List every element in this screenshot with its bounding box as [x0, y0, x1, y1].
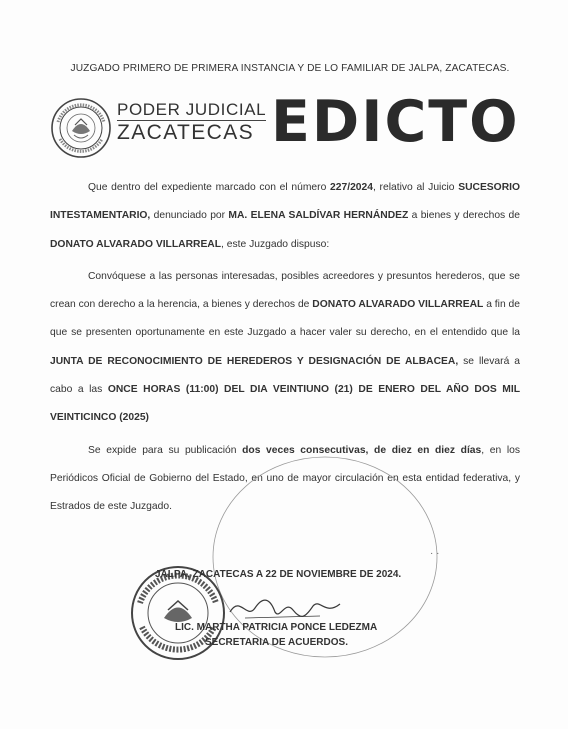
ink-dots: · · [430, 548, 440, 559]
signer-name: LIC. MARTHA PATRICIA PONCE LEDEZMA [175, 622, 378, 633]
court-header: JUZGADO PRIMERO DE PRIMERA INSTANCIA Y DE LO FAMILIAR DE JALPA, ZACATECAS. [70, 63, 510, 74]
text-span: , en los Periódicos Oficial de Gobierno del Estado, en uno de mayor circulación en esta entidad federativa, y Estrados de este Juzgado. [50, 444, 521, 513]
text-span: Que dentro del expediente marcado con el número [88, 182, 331, 193]
signer-title: SECRETARIA DE ACUERDOS. [205, 637, 348, 648]
deceased-name: DONATO ALVARADO VILLARREAL [312, 299, 484, 311]
text-span: Se expide para su publicación [88, 444, 243, 456]
text-span: a fin de que se presenten oportunamente en este Juzgado a hacer valer su derecho, en el entendido que la [50, 299, 520, 339]
claimant-name: MA. ELENA SALDÍVAR HERNÁNDEZ [228, 210, 409, 222]
paragraph-2 [50, 263, 520, 433]
poder-judicial-logo [117, 101, 266, 142]
logo-line1: PODER JUDICIAL [117, 100, 267, 119]
text-span: a bienes y derechos de [408, 210, 520, 222]
text-span: , relativo al Juicio [372, 182, 459, 193]
hearing-date: ONCE HORAS (11:00) DEL DIA VEINTIUNO (21) DE ENERO DEL AÑO DOS MIL VEINTICINCO (2025) [50, 384, 520, 424]
logo-line2: ZACATECAS [117, 121, 255, 144]
paragraph-1 [50, 174, 520, 259]
publication-frequency: dos veces consecutivas, de diez en diez días [242, 444, 482, 456]
judicial-seal-icon [50, 97, 112, 159]
trial-type: SUCESORIO INTESTAMENTARIO, [50, 182, 520, 222]
case-number: 227/2024 [330, 182, 373, 193]
place-and-date: JALPA, ZACATECAS A 22 DE NOVIEMBRE DE 2024. [155, 569, 402, 580]
hearing-name: JUNTA DE RECONOCIMIENTO DE HEREDEROS Y DESIGNACIÓN DE ALBACEA, [50, 355, 459, 367]
text-span: Convóquese a las personas interesadas, posibles acreedores y presuntos herederos, que se crean con derecho a la herencia, a bienes y derechos de [50, 270, 520, 311]
text-span: se llevará a cabo a las [50, 355, 520, 396]
text-span: denunciado por [150, 210, 229, 222]
text-span: , este Juzgado dispuso: [221, 238, 330, 250]
deceased-name: DONATO ALVARADO VILLARREAL [50, 238, 222, 250]
document-title: EDICTO [271, 89, 520, 155]
